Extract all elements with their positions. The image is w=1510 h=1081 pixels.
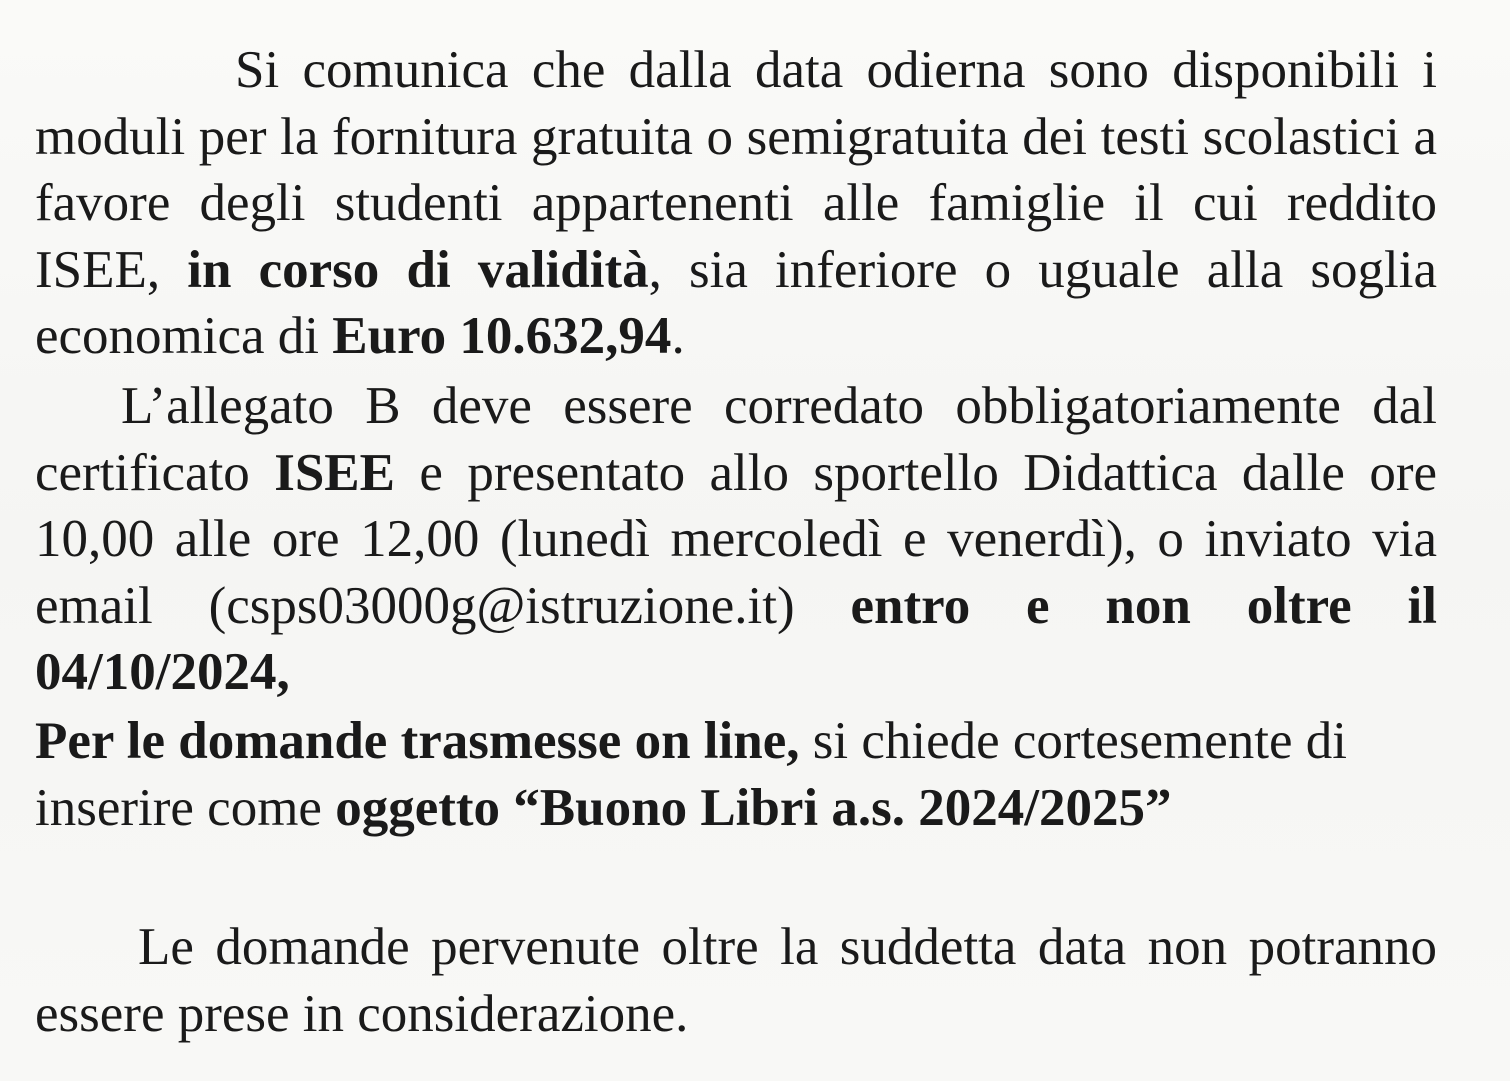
text-segment: . <box>671 307 685 365</box>
text-segment: Si comunica che dalla data odierna sono disponibili i moduli per la fornitura gratuita o semigratuita dei testi scolastici a favore degli studenti appartenenti alle famiglie il cui reddito ISEE, <box>35 41 1437 299</box>
bold-threshold-amount: Euro 10.632,94 <box>332 307 672 365</box>
bold-validity: in corso di validità <box>187 240 649 299</box>
bold-isee: ISEE <box>274 443 396 502</box>
paragraph-online <box>35 708 1437 841</box>
paragraph-submission <box>35 373 1437 706</box>
text-segment: e presentato allo sportello Didattica dalle ore 10,00 alle ore 12,00 (lunedì mercoledì e venerdì), o inviato via email (csps03000g@istruzione.it) <box>35 443 1438 635</box>
paragraph-announcement <box>35 37 1437 370</box>
paragraph-late-requests <box>35 914 1437 1047</box>
text-segment: Le domande pervenute oltre la suddetta data non potranno essere prese in considerazione. <box>35 918 1437 1043</box>
bold-deadline: entro e non oltre il 04/10/2024, <box>35 576 1437 701</box>
bold-subject-line: oggetto “Buono Libri a.s. 2024/2025” <box>335 778 1172 837</box>
bold-online-requests: Per le domande trasmesse on line, <box>35 712 800 770</box>
text-segment: , sia inferiore o uguale alla soglia economica di <box>35 240 1437 365</box>
text-segment: si chiede cortesemente di inserire come <box>35 712 1347 837</box>
text-segment: L’allegato B deve essere corredato obbligatoriamente dal certificato <box>35 377 1437 502</box>
